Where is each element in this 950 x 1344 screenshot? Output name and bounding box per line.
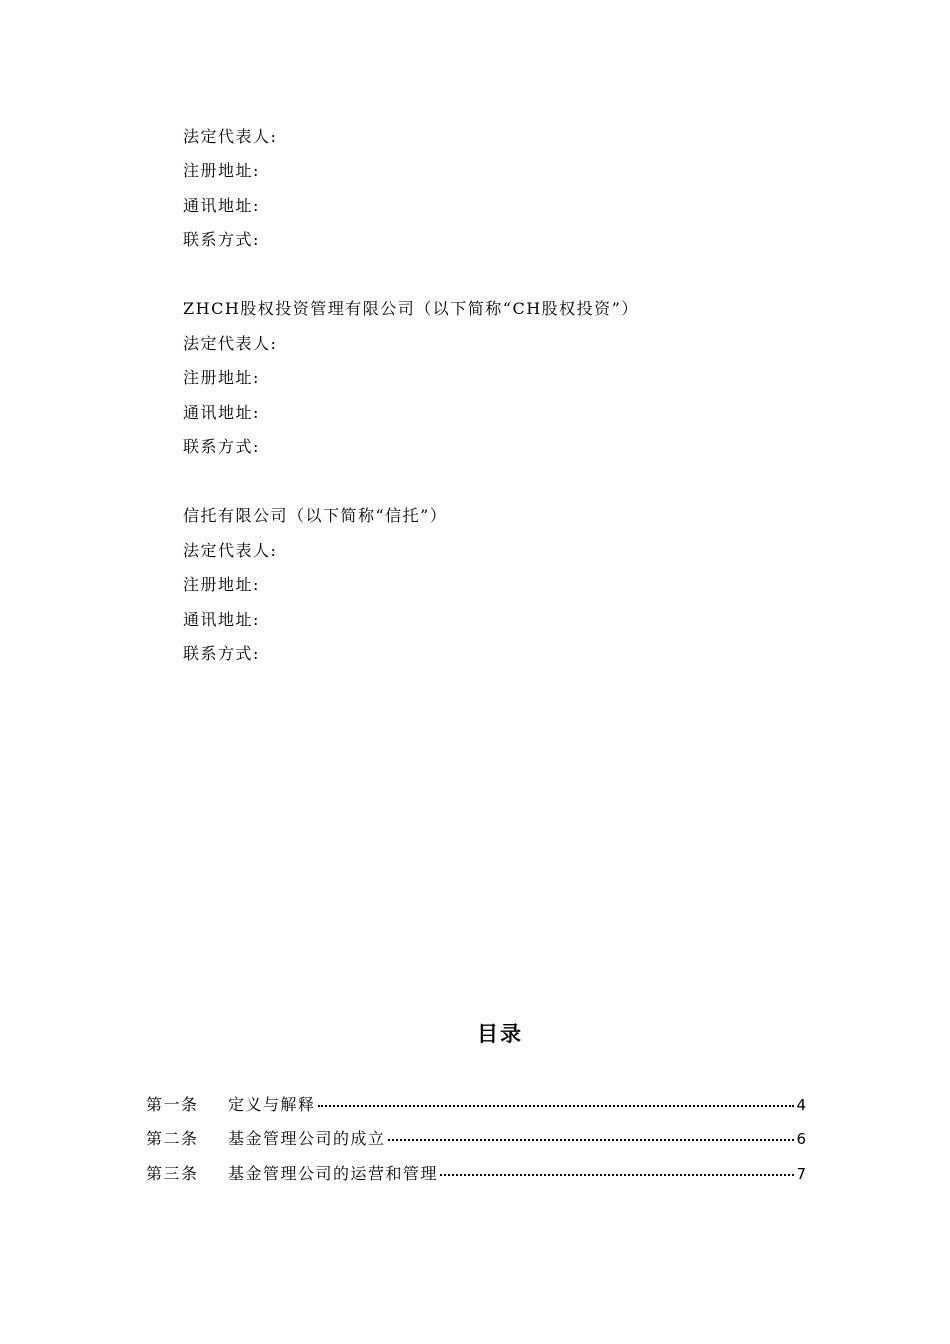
party-b-reg-address: 注册地址: (183, 368, 260, 387)
party-a-reg-address: 注册地址: (183, 161, 260, 180)
toc-entry-page: 4 (796, 1096, 806, 1114)
party-a-legal-rep: 法定代表人: (183, 127, 278, 146)
toc-entry-page: 6 (796, 1130, 806, 1148)
party-b-contact: 联系方式: (183, 437, 260, 456)
toc-entry-number: 第二条 (146, 1129, 199, 1148)
toc-title: 目录 (477, 1022, 523, 1046)
party-a-mail-address: 通讯地址: (183, 196, 260, 215)
party-b-name: ZHCH股权投资管理有限公司（以下简称“CH股权投资”） (183, 299, 639, 318)
toc-entry[interactable] (146, 1095, 806, 1115)
toc-leader-dots (440, 1174, 794, 1176)
toc-entry-text: 基金管理公司的成立 (228, 1129, 386, 1148)
toc-entry-text: 基金管理公司的运营和管理 (228, 1164, 439, 1183)
toc-entry-text: 定义与解释 (228, 1095, 316, 1114)
toc-leader-dots (318, 1105, 795, 1107)
toc-entry[interactable] (146, 1129, 806, 1149)
toc-leader-dots (388, 1139, 795, 1141)
party-c-mail-address: 通讯地址: (183, 610, 260, 629)
party-c-contact: 联系方式: (183, 644, 260, 663)
party-b-mail-address: 通讯地址: (183, 403, 260, 422)
toc-entry-number: 第三条 (146, 1164, 199, 1183)
party-a-contact: 联系方式: (183, 230, 260, 249)
party-c-legal-rep: 法定代表人: (183, 541, 278, 560)
toc-entry-number: 第一条 (146, 1095, 199, 1114)
toc-entry[interactable] (146, 1164, 806, 1184)
toc-entry-page: 7 (796, 1165, 806, 1183)
party-c-reg-address: 注册地址: (183, 575, 260, 594)
party-b-legal-rep: 法定代表人: (183, 334, 278, 353)
party-c-name: 信托有限公司（以下简称“信托”） (183, 506, 448, 525)
